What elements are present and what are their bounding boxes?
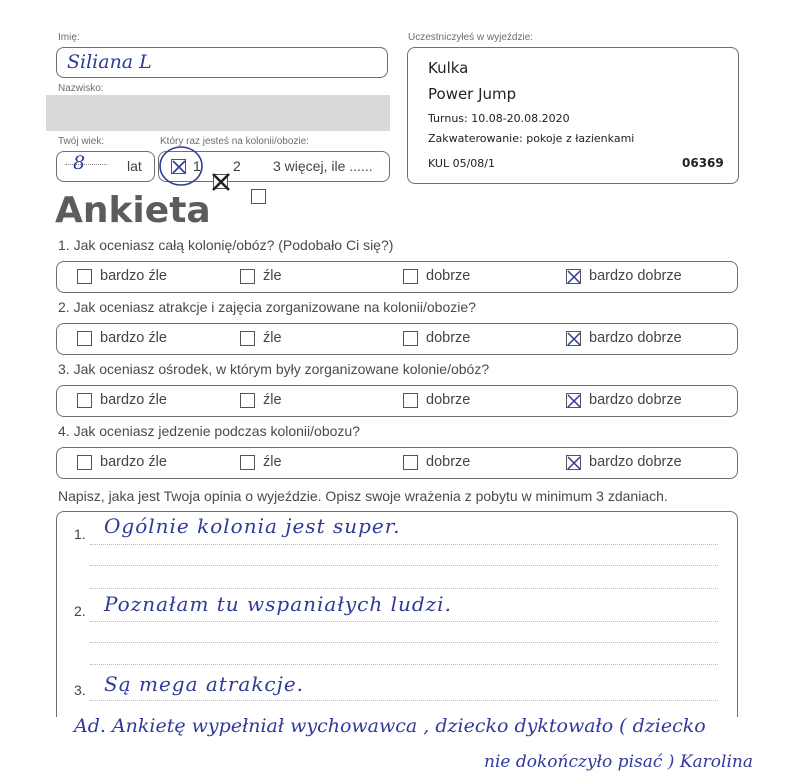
option-1-2[interactable]	[240, 268, 282, 284]
option-2-2[interactable]	[240, 330, 282, 346]
option-checkbox[interactable]	[240, 393, 255, 408]
imie-value: Siliana L	[67, 51, 152, 73]
nazwisko-redacted	[46, 95, 390, 131]
option-checkbox[interactable]	[403, 269, 418, 284]
opinion-num-3: 3.	[74, 682, 86, 698]
question-2-text: 2. Jak oceniasz atrakcje i zajęcia zorganizowane na kolonii/obozie?	[58, 299, 476, 315]
option-checkbox[interactable]	[77, 393, 92, 408]
imie-label: Imię:	[58, 32, 80, 43]
option-label: bardzo dobrze	[589, 268, 682, 284]
option-3-3[interactable]	[403, 392, 470, 408]
trip-program: Power Jump	[428, 85, 517, 103]
option-3-4[interactable]	[566, 392, 682, 408]
option-label: bardzo źle	[100, 454, 167, 470]
option-2-4[interactable]	[566, 330, 682, 346]
question-2-options	[56, 323, 738, 355]
option-checkbox[interactable]	[240, 269, 255, 284]
option-label: źle	[263, 268, 282, 284]
opinion-prompt: Napisz, jaka jest Twoja opinia o wyjeździe. Opisz swoje wrażenia z pobytu w minimum 3 zdaniach.	[58, 488, 668, 504]
option-label: bardzo dobrze	[589, 330, 682, 346]
opinion-line	[90, 621, 718, 622]
option-1-3[interactable]	[403, 268, 470, 284]
trip-turnus: Turnus: 10.08-20.08.2020	[428, 112, 570, 125]
option-checkbox[interactable]	[403, 455, 418, 470]
option-checkbox[interactable]	[403, 393, 418, 408]
question-3-options	[56, 385, 738, 417]
opinion-line	[90, 544, 718, 545]
opinion-line	[90, 565, 718, 566]
trip-code: KUL 05/08/1	[428, 157, 495, 170]
option-4-4[interactable]	[566, 454, 682, 470]
option-checkbox[interactable]	[240, 455, 255, 470]
raz-checkbox-2[interactable]	[213, 174, 228, 189]
option-checkbox[interactable]	[566, 269, 581, 284]
opinion-num-2: 2.	[74, 603, 86, 619]
option-checkbox[interactable]	[566, 455, 581, 470]
handwritten-note-line1: Ad. Ankietę wypełniał wychowawca , dziecko dyktowało ( dziecko	[74, 715, 706, 737]
question-1-text: 1. Jak oceniasz całą kolonię/obóz? (Podobało Ci się?)	[58, 237, 394, 253]
trip-name: Kulka	[428, 59, 469, 77]
option-label: dobrze	[426, 268, 471, 284]
raz-opt2-label: 2	[233, 158, 241, 174]
uczestnictwo-label: Uczestniczyłeś w wyjeździe:	[408, 32, 534, 43]
question-4-options	[56, 447, 738, 479]
option-label: bardzo dobrze	[589, 454, 682, 470]
opinion-line	[90, 642, 718, 643]
option-3-1[interactable]	[77, 392, 167, 408]
option-label: źle	[263, 454, 282, 470]
opinion-line	[90, 700, 718, 701]
opinion-text-2: Poznałam tu wspaniałych ludzi.	[104, 592, 452, 616]
wiek-field[interactable]	[56, 151, 155, 182]
trip-number: 06369	[682, 156, 724, 170]
page-title: Ankieta	[55, 190, 211, 231]
raz-checkbox-3[interactable]	[251, 189, 266, 204]
raz-field[interactable]	[158, 151, 390, 182]
option-label: bardzo źle	[100, 268, 167, 284]
option-label: dobrze	[426, 392, 471, 408]
imie-field[interactable]	[56, 47, 388, 78]
raz-opt3-label: 3 więcej, ile ......	[273, 158, 373, 174]
wiek-label: Twój wiek:	[58, 136, 105, 147]
option-label: dobrze	[426, 330, 471, 346]
question-4-text: 4. Jak oceniasz jedzenie podczas kolonii/obozu?	[58, 423, 360, 439]
option-label: źle	[263, 392, 282, 408]
trip-zakwaterowanie: Zakwaterowanie: pokoje z łazienkami	[428, 132, 635, 145]
circle-mark-icon	[157, 144, 205, 188]
option-checkbox[interactable]	[566, 331, 581, 346]
option-3-2[interactable]	[240, 392, 282, 408]
question-3-text: 3. Jak oceniasz ośrodek, w którym były zorganizowane kolonie/obóz?	[58, 361, 490, 377]
option-4-3[interactable]	[403, 454, 470, 470]
option-4-2[interactable]	[240, 454, 282, 470]
opinion-line	[90, 664, 718, 665]
option-checkbox[interactable]	[566, 393, 581, 408]
raz-label: Który raz jesteś na kolonii/obozie:	[160, 136, 309, 147]
option-label: źle	[263, 330, 282, 346]
option-checkbox[interactable]	[240, 331, 255, 346]
opinion-text-3: Są mega atrakcje.	[104, 672, 305, 696]
wiek-dots	[65, 164, 107, 165]
trip-card	[407, 47, 739, 184]
wiek-value: 8	[73, 152, 86, 174]
option-label: bardzo dobrze	[589, 392, 682, 408]
option-label: bardzo źle	[100, 392, 167, 408]
question-1-options	[56, 261, 738, 293]
opinion-text-1: Ogólnie kolonia jest super.	[104, 514, 401, 538]
opinion-num-1: 1.	[74, 526, 86, 542]
option-1-4[interactable]	[566, 268, 682, 284]
option-label: dobrze	[426, 454, 471, 470]
option-label: bardzo źle	[100, 330, 167, 346]
option-2-1[interactable]	[77, 330, 167, 346]
wiek-suffix: lat	[127, 158, 142, 174]
option-4-1[interactable]	[77, 454, 167, 470]
option-1-1[interactable]	[77, 268, 167, 284]
option-2-3[interactable]	[403, 330, 470, 346]
handwritten-note-line2: nie dokończyło pisać ) Karolina	[484, 752, 753, 772]
raz-opt1-label: 1	[193, 158, 201, 174]
opinion-line	[90, 588, 718, 589]
option-checkbox[interactable]	[77, 455, 92, 470]
nazwisko-label: Nazwisko:	[58, 83, 104, 94]
option-checkbox[interactable]	[77, 331, 92, 346]
option-checkbox[interactable]	[403, 331, 418, 346]
option-checkbox[interactable]	[77, 269, 92, 284]
